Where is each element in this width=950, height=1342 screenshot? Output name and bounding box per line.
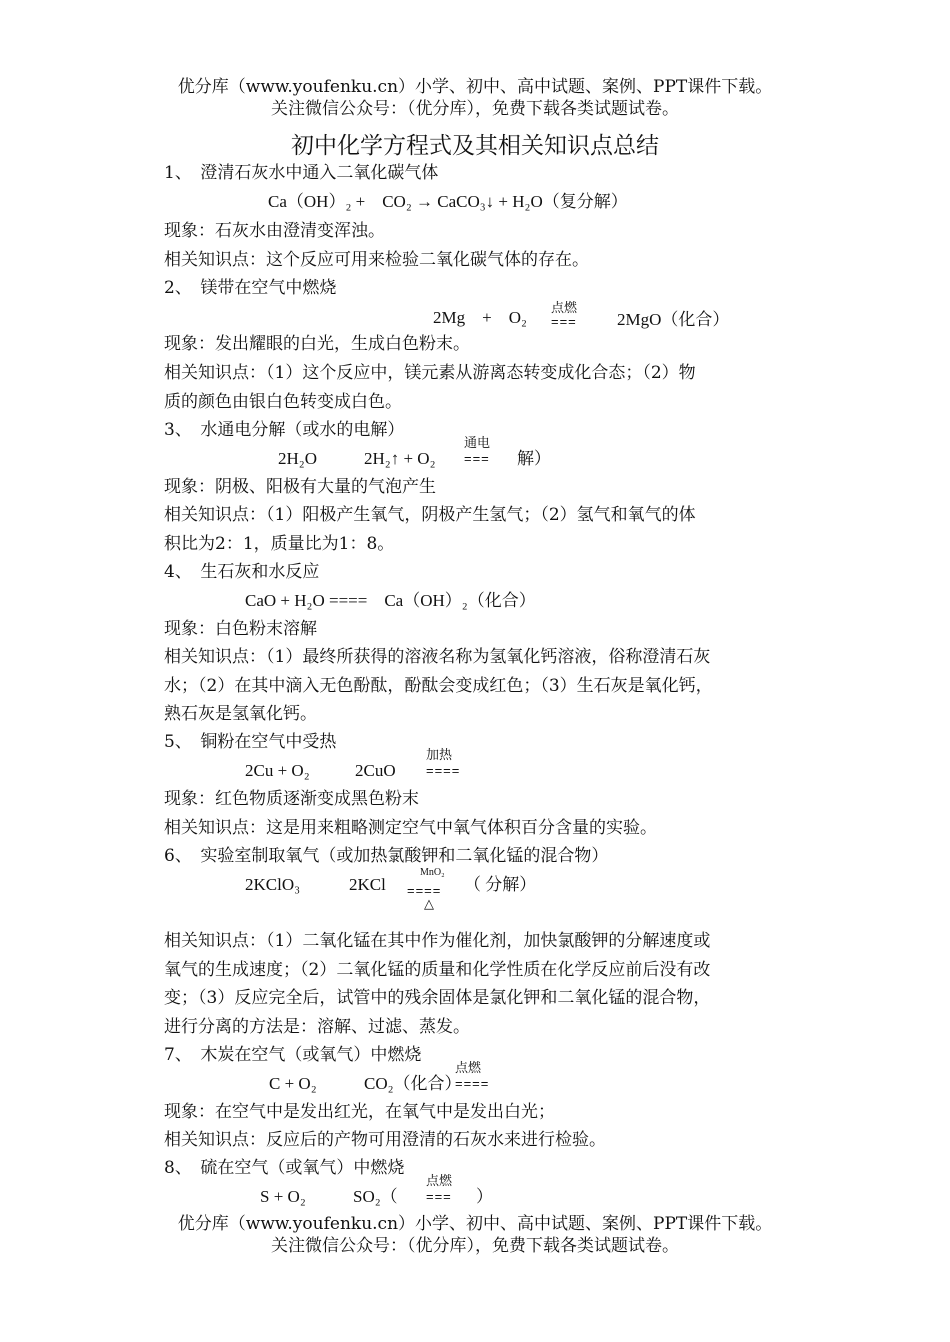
section-5-heading: 5、 铜粉在空气中受热 <box>164 732 337 752</box>
section-1-equation: Ca（OH）₂ + CO₂ → CaCO₃↓ + H₂O（复分解） <box>268 192 628 211</box>
section-8-eq-right: SO₂（ <box>353 1187 398 1206</box>
section-3-phenomenon: 现象：阴极、阳极有大量的气泡产生 <box>164 477 436 497</box>
section-6-knowledge-2: 氧气的生成速度；（2）二氧化锰的质量和化学性质在化学反应前后没有改 <box>164 960 711 980</box>
section-4-knowledge-2: 水；（2）在其中滴入无色酚酞，酚酞会变成红色；（3）生石灰是氧化钙， <box>164 676 713 696</box>
section-3-eq-tail: 解） <box>517 449 551 468</box>
section-7-equal-bar: ==== <box>455 1076 490 1091</box>
section-8-equal-bar: === <box>426 1189 452 1204</box>
section-2-equal-bar: === <box>551 314 577 329</box>
section-4-equation: CaO + H₂O ==== Ca（OH）₂（化合） <box>245 591 536 610</box>
section-6-eq-left: 2KClO₃ <box>245 875 301 894</box>
section-7-knowledge-1: 相关知识点：反应后的产物可用澄清的石灰水来进行检验。 <box>164 1130 606 1150</box>
section-6-equal-bar: ==== <box>407 883 442 898</box>
section-5-knowledge-1: 相关知识点：这是用来粗略测定空气中氧气体积百分含量的实验。 <box>164 818 657 838</box>
page-title: 初中化学方程式及其相关知识点总结 <box>291 133 659 159</box>
section-3-eq-right: 2H₂↑ + O₂ <box>364 449 436 468</box>
section-6-eq-right: 2KCl <box>349 875 386 894</box>
section-6-catalyst: MnO₂ <box>420 867 445 878</box>
section-1-phenomenon: 现象：石灰水由澄清变浑浊。 <box>164 221 385 241</box>
section-4-heading: 4、 生石灰和水反应 <box>164 562 320 582</box>
section-6-knowledge-3: 变；（3）反应完全后，试管中的残余固体是氯化钾和二氧化锰的混合物， <box>164 988 711 1008</box>
section-6-heat-icon: △ <box>424 896 434 911</box>
section-2-condition: 点燃 <box>551 300 578 315</box>
section-6-eq-tail: （ 分解） <box>464 875 537 894</box>
section-8-eq-left: S + O₂ <box>260 1187 306 1206</box>
section-3-heading: 3、 水通电分解（或水的电解） <box>164 420 405 440</box>
section-2-eq-left: 2Mg + O₂ <box>433 308 527 327</box>
section-7-phenomenon: 现象：在空气中是发出红光，在氧气中是发出白光； <box>164 1102 555 1122</box>
section-4-phenomenon: 现象：白色粉末溶解 <box>164 619 317 639</box>
section-4-knowledge-3: 熟石灰是氢氧化钙。 <box>164 704 317 724</box>
section-8-heading: 8、 硫在空气（或氧气）中燃烧 <box>164 1158 405 1178</box>
header-line-2: 关注微信公众号：（优分库），免费下载各类试题试卷。 <box>271 99 679 119</box>
section-5-eq-left: 2Cu + O₂ <box>245 761 310 780</box>
section-5-phenomenon: 现象：红色物质逐渐变成黑色粉末 <box>164 789 419 809</box>
section-1-knowledge-1: 相关知识点：这个反应可用来检验二氧化碳气体的存在。 <box>164 250 589 270</box>
section-2-knowledge-1: 相关知识点：（1）这个反应中，镁元素从游离态转变成化合态；（2）物 <box>164 363 696 383</box>
section-5-equal-bar: ==== <box>426 763 461 778</box>
section-6-knowledge-1: 相关知识点：（1）二氧化锰在其中作为催化剂，加快氯酸钾的分解速度或 <box>164 931 711 951</box>
section-2-knowledge-2: 质的颜色由银白色转变成白色。 <box>164 392 402 412</box>
section-3-eq-left: 2H₂O <box>278 449 317 468</box>
section-2-heading: 2、 镁带在空气中燃烧 <box>164 278 337 298</box>
section-8-eq-tail: ） <box>476 1187 493 1206</box>
section-3-knowledge-2: 积比为2：1，质量比为1：8。 <box>164 534 395 554</box>
section-6-knowledge-4: 进行分离的方法是：溶解、过滤、蒸发。 <box>164 1017 470 1037</box>
section-3-condition: 通电 <box>464 435 491 450</box>
section-3-equal-bar: === <box>464 451 490 466</box>
section-7-heading: 7、 木炭在空气（或氧气）中燃烧 <box>164 1045 422 1065</box>
section-5-eq-right: 2CuO <box>355 761 396 780</box>
footer-line-1: 优分库（www.youfenku.cn）小学、初中、高中试题、案例、PPT课件下载。 <box>177 1214 773 1234</box>
section-7-condition: 点燃 <box>455 1060 482 1075</box>
section-4-knowledge-1: 相关知识点：（1）最终所获得的溶液名称为氢氧化钙溶液，俗称澄清石灰 <box>164 647 711 667</box>
section-7-eq-left: C + O₂ <box>269 1074 317 1093</box>
section-1-heading: 1、 澄清石灰水中通入二氧化碳气体 <box>164 163 439 183</box>
section-2-eq-right: 2MgO（化合） <box>617 310 730 329</box>
header-line-1: 优分库（www.youfenku.cn）小学、初中、高中试题、案例、PPT课件下载。 <box>177 77 773 97</box>
section-7-eq-right: CO₂（化合） <box>364 1074 462 1093</box>
section-5-condition: 加热 <box>426 747 453 762</box>
section-8-condition: 点燃 <box>426 1173 453 1188</box>
section-2-phenomenon: 现象：发出耀眼的白光，生成白色粉末。 <box>164 334 470 354</box>
section-6-heading: 6、 实验室制取氧气（或加热氯酸钾和二氧化锰的混合物） <box>164 846 609 866</box>
footer-line-2: 关注微信公众号：（优分库），免费下载各类试题试卷。 <box>271 1236 679 1256</box>
section-3-knowledge-1: 相关知识点：（1）阳极产生氧气，阴极产生氢气；（2）氢气和氧气的体 <box>164 505 696 525</box>
